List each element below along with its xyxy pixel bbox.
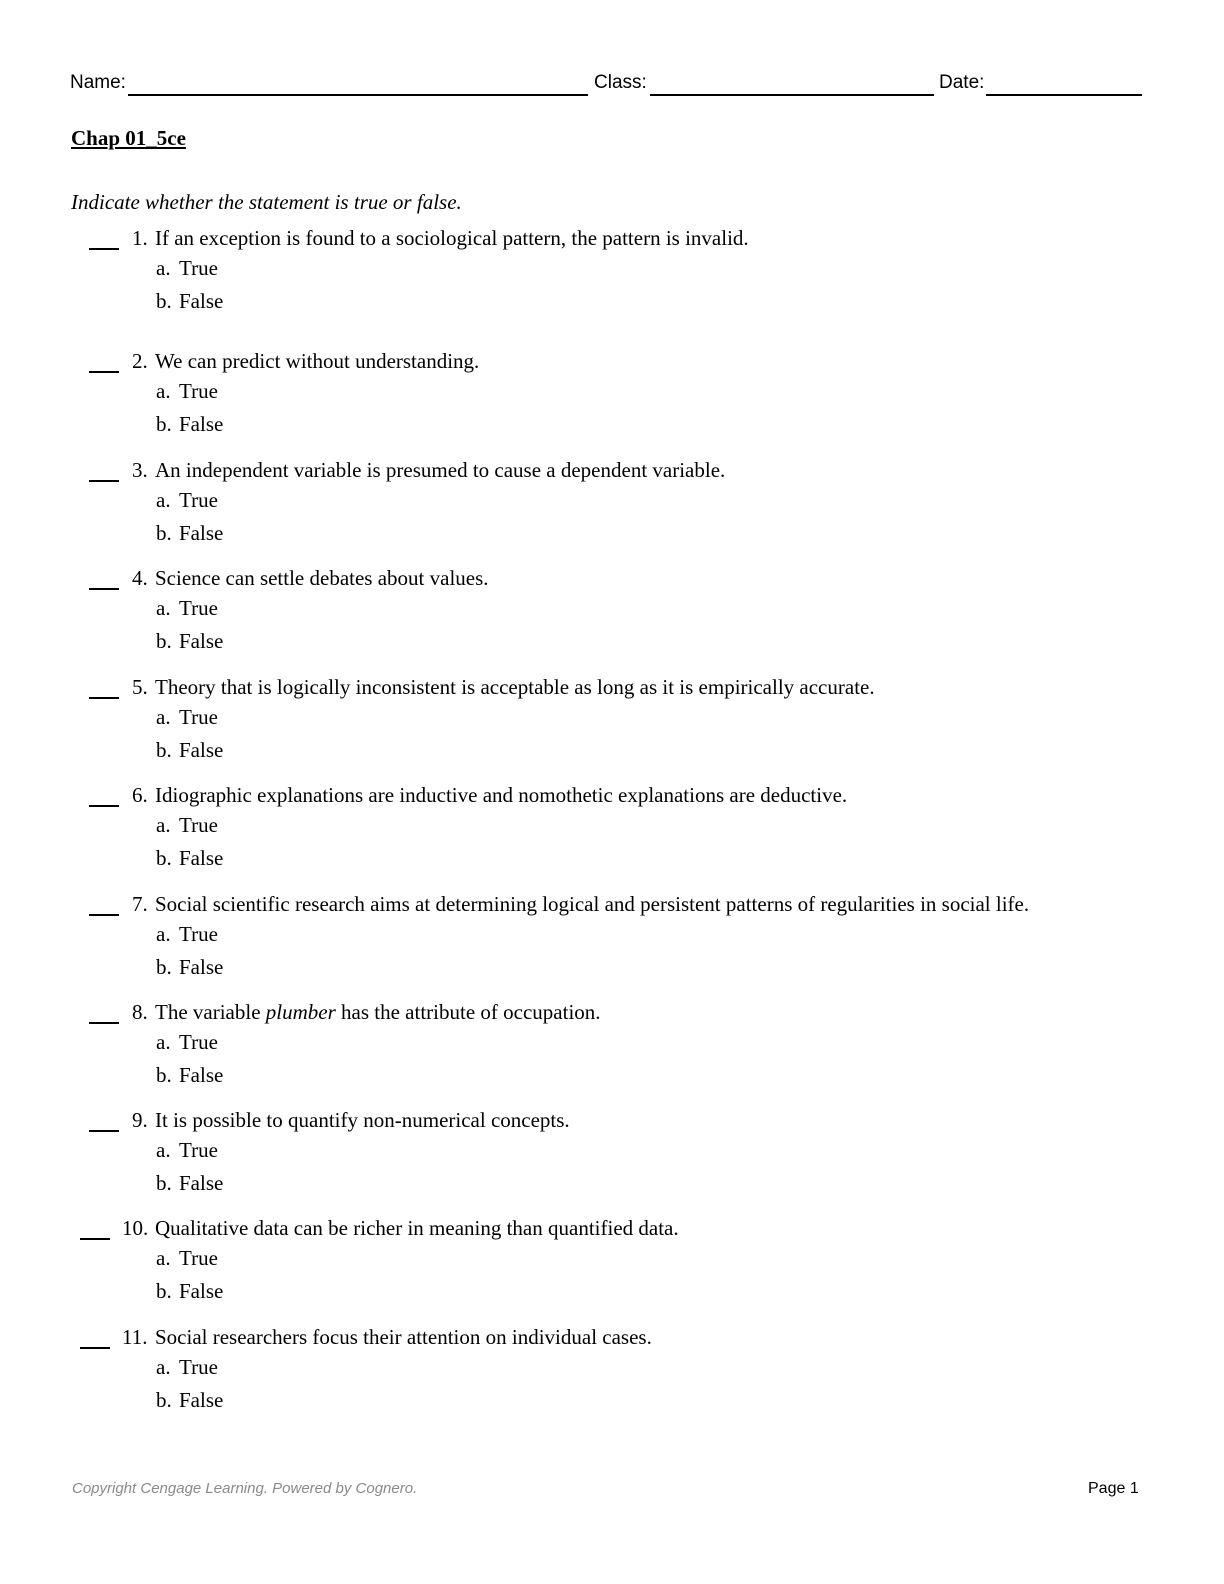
option-label: False — [179, 1171, 224, 1195]
option-letter: a. — [156, 705, 171, 729]
option-letter: b. — [156, 1388, 172, 1412]
question-text: It is possible to quantify non-numerical concepts. — [155, 1108, 570, 1132]
answer-blank[interactable] — [89, 588, 119, 590]
option-label: True — [179, 379, 218, 403]
answer-option[interactable] — [156, 596, 218, 621]
answer-option[interactable] — [156, 1138, 218, 1163]
option-label: False — [179, 289, 224, 313]
question-number: 8. — [132, 1000, 148, 1024]
option-letter: b. — [156, 412, 172, 436]
answer-blank[interactable] — [80, 1238, 110, 1240]
answer-blank[interactable] — [89, 805, 119, 807]
answer-option[interactable] — [156, 488, 218, 513]
option-label: True — [179, 1138, 218, 1162]
answer-option[interactable] — [156, 521, 223, 546]
option-letter: b. — [156, 1063, 172, 1087]
answer-option[interactable] — [156, 379, 218, 404]
question-number: 10. — [122, 1216, 149, 1240]
answer-option[interactable] — [156, 1246, 218, 1271]
answer-option[interactable] — [156, 1355, 218, 1380]
answer-option[interactable] — [156, 922, 218, 947]
answer-option[interactable] — [156, 955, 223, 980]
question-text — [155, 1000, 601, 1025]
chapter-title: Chap 01_5ce — [71, 126, 186, 150]
answer-option[interactable] — [156, 738, 223, 763]
question-number: 2. — [132, 349, 148, 373]
answer-option[interactable] — [156, 705, 218, 730]
option-letter: a. — [156, 1355, 171, 1379]
answer-blank[interactable] — [89, 914, 119, 916]
answer-option[interactable] — [156, 813, 218, 838]
option-label: True — [179, 256, 218, 280]
question-text: Idiographic explanations are inductive and nomothetic explanations are deductive. — [155, 783, 848, 807]
option-label: True — [179, 705, 218, 729]
option-label: False — [179, 629, 224, 653]
answer-blank[interactable] — [89, 1022, 119, 1024]
question-text: If an exception is found to a sociological pattern, the pattern is invalid. — [155, 226, 749, 250]
answer-blank[interactable] — [89, 480, 119, 482]
answer-blank[interactable] — [89, 371, 119, 373]
option-letter: b. — [156, 1279, 172, 1303]
option-letter: b. — [156, 289, 172, 313]
question-number: 4. — [132, 566, 148, 590]
answer-option[interactable] — [156, 1171, 223, 1196]
option-letter: a. — [156, 379, 171, 403]
option-label: True — [179, 1246, 218, 1270]
option-label: False — [179, 1279, 224, 1303]
option-letter: a. — [156, 1246, 171, 1270]
date-line[interactable] — [986, 94, 1142, 96]
answer-blank[interactable] — [89, 697, 119, 699]
option-label: False — [179, 738, 224, 762]
student-info-header — [70, 72, 1142, 98]
option-letter: b. — [156, 738, 172, 762]
option-label: False — [179, 846, 224, 870]
question-number: 5. — [132, 675, 148, 699]
question-number: 7. — [132, 892, 148, 916]
name-line[interactable] — [128, 94, 588, 96]
option-letter: b. — [156, 955, 172, 979]
question-number: 9. — [132, 1108, 148, 1132]
option-label: True — [179, 488, 218, 512]
question-text: An independent variable is presumed to cause a dependent variable. — [155, 458, 726, 482]
answer-blank[interactable] — [89, 1130, 119, 1132]
answer-option[interactable] — [156, 846, 223, 871]
question-text-emphasis: plumber — [265, 1000, 336, 1024]
question-number: 3. — [132, 458, 148, 482]
instructions: Indicate whether the statement is true or false. — [71, 190, 462, 214]
option-letter: a. — [156, 1138, 171, 1162]
question-number: 1. — [132, 226, 148, 250]
option-letter: a. — [156, 488, 171, 512]
question-text: Qualitative data can be richer in meaning than quantified data. — [155, 1216, 679, 1240]
answer-option[interactable] — [156, 1279, 223, 1304]
question-text: We can predict without understanding. — [155, 349, 480, 373]
question-text-part: The variable — [155, 1000, 266, 1024]
question-text: Theory that is logically inconsistent is acceptable as long as it is empirically accurate. — [155, 675, 875, 699]
option-label: False — [179, 1388, 224, 1412]
option-letter: b. — [156, 846, 172, 870]
question-text-part: has the attribute of occupation. — [335, 1000, 601, 1024]
option-letter: a. — [156, 596, 171, 620]
answer-option[interactable] — [156, 1063, 223, 1088]
option-label: True — [179, 922, 218, 946]
page-number: Page 1 — [1088, 1480, 1139, 1497]
option-letter: a. — [156, 813, 171, 837]
option-label: True — [179, 596, 218, 620]
option-letter: a. — [156, 1030, 171, 1054]
option-letter: b. — [156, 1171, 172, 1195]
answer-option[interactable] — [156, 1388, 223, 1413]
name-label: Name: — [70, 72, 126, 93]
option-label: True — [179, 1030, 218, 1054]
class-line[interactable] — [650, 94, 934, 96]
answer-option[interactable] — [156, 1030, 218, 1055]
option-label: False — [179, 1063, 224, 1087]
option-label: True — [179, 813, 218, 837]
option-letter: b. — [156, 629, 172, 653]
question-number: 6. — [132, 783, 148, 807]
class-label: Class: — [594, 72, 647, 93]
answer-option[interactable] — [156, 412, 223, 437]
answer-option[interactable] — [156, 629, 223, 654]
answer-option[interactable] — [156, 256, 218, 281]
answer-blank[interactable] — [89, 248, 119, 250]
option-label: False — [179, 955, 224, 979]
option-label: True — [179, 1355, 218, 1379]
option-label: False — [179, 521, 224, 545]
answer-blank[interactable] — [80, 1347, 110, 1349]
option-letter: a. — [156, 256, 171, 280]
question-text: Social scientific research aims at determining logical and persistent patterns of regularities in social life. — [155, 892, 1030, 916]
question-text: Science can settle debates about values. — [155, 566, 489, 590]
option-label: False — [179, 412, 224, 436]
date-label: Date: — [939, 72, 985, 93]
copyright-footer: Copyright Cengage Learning. Powered by Cognero. — [72, 1480, 418, 1497]
question-number: 11. — [122, 1325, 148, 1349]
option-letter: b. — [156, 521, 172, 545]
question-text: Social researchers focus their attention on individual cases. — [155, 1325, 652, 1349]
answer-option[interactable] — [156, 289, 223, 314]
option-letter: a. — [156, 922, 171, 946]
